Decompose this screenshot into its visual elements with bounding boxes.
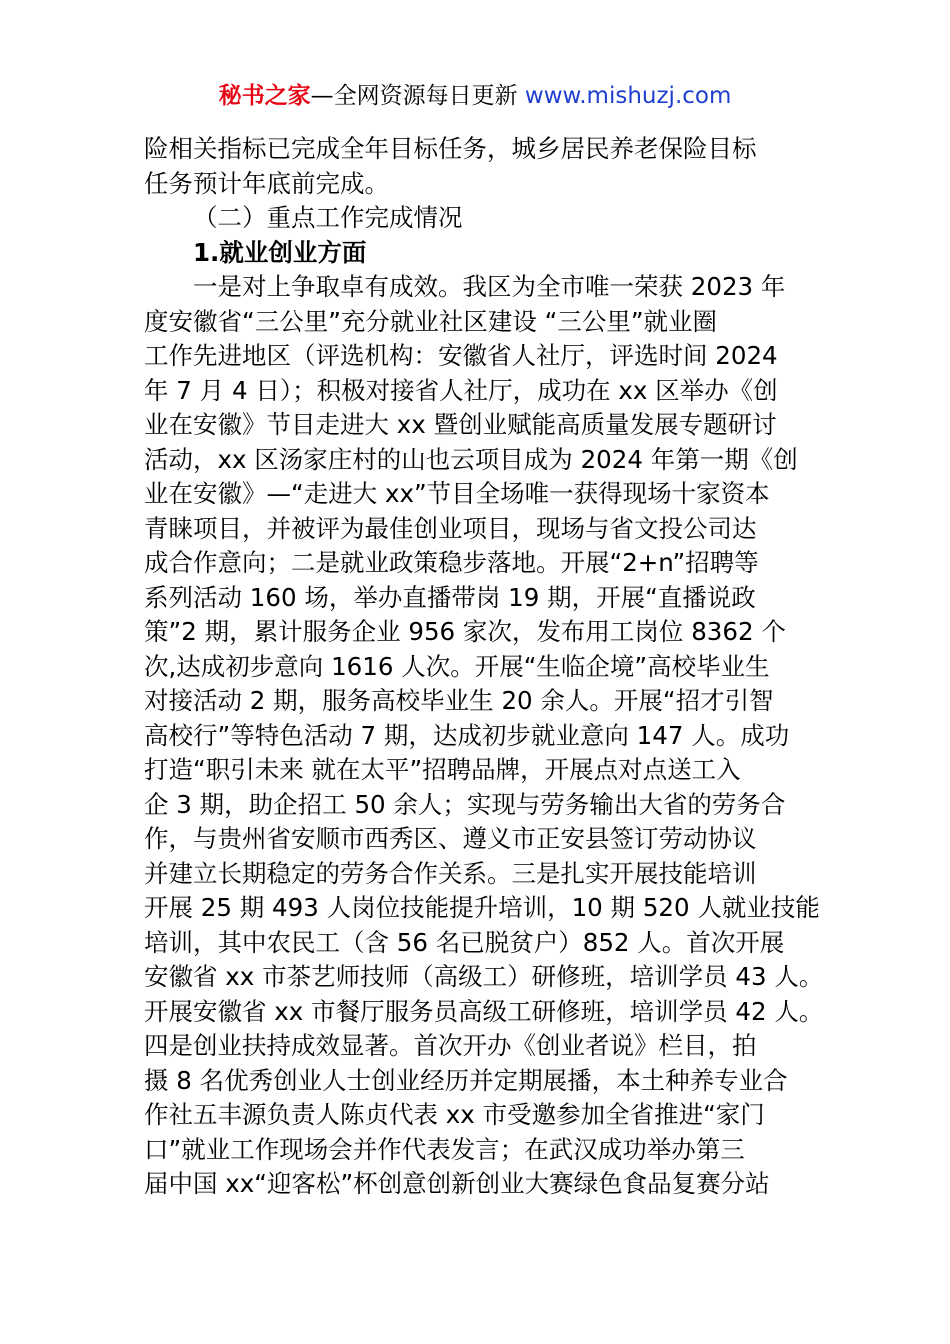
paragraph-line: （二）重点工作完成情况 [193,203,463,232]
paragraph-line: 活动，xx 区汤家庄村的山也云项目成为 2024 年第一期《创 [144,444,798,474]
paragraph-line: 一是对上争取卓有成效。我区为全市唯一荣获 2023 年 [193,272,786,301]
paragraph-line: 并建立长期稳定的劳务合作关系。三是扎实开展技能培训 [144,858,757,888]
paragraph-line: 培训，其中农民工（含 56 名已脱贫户）852 人。首次开展 [144,927,785,957]
paragraph-line: 度安徽省“三公里”充分就业社区建设 “三公里”就业圈 [144,306,718,336]
paragraph-line: 开展安徽省 xx 市餐厅服务员高级工研修班，培训学员 42 人。 [144,996,824,1026]
header-slogan: —全网资源每日更新 [310,83,525,109]
paragraph-line: 打造“职引未来 就在太平”招聘品牌，开展点对点送工入 [144,755,741,784]
paragraph-line: 开展 25 期 493 人岗位技能提升培训，10 期 520 人就业技能 [144,893,820,922]
document-body [144,132,824,1202]
paragraph-line: 四是创业扶持成效显著。首次开办《创业者说》栏目，拍 [144,1031,757,1060]
page-header [0,80,950,112]
paragraph-line: 作社五丰源负责人陈贞代表 xx 市受邀参加全省推进“家门 [144,1100,765,1129]
paragraph-line: 摄 8 名优秀创业人士创业经历并定期展播，本土种养专业合 [144,1065,788,1095]
paragraph-line: 作，与贵州省安顺市西秀区、遵义市正安县签订劳动协议 [144,824,757,853]
paragraph-line: 对接活动 2 期，服务高校毕业生 20 余人。开展“招才引智 [144,686,774,715]
paragraph-line: 任务预计年底前完成。 [144,168,389,198]
header-url-link[interactable]: www.mishuzj.com [524,83,732,109]
paragraph-line: 年 7 月 4 日）；积极对接省人社厅，成功在 xx 区举办《创 [144,375,778,405]
paragraph-line: 成合作意向；二是就业政策稳步落地。开展“2+n”招聘等 [144,548,759,577]
paragraph-line: 策”2 期，累计服务企业 956 家次，发布用工岗位 8362 个 [144,617,786,646]
paragraph-line: 业在安徽》节目走进大 xx 暨创业赋能高质量发展专题研讨 [144,410,777,439]
paragraph-line: 高校行”等特色活动 7 期，达成初步就业意向 147 人。成功 [144,720,790,750]
section-heading-line: 1.就业创业方面 [193,237,367,267]
paragraph-line: 系列活动 160 场，举办直播带岗 19 期，开展“直播说政 [144,582,756,612]
header-brand: 秘书之家 [218,83,311,109]
paragraph-line: 口”就业工作现场会并作代表发言；在武汉成功举办第三 [144,1134,745,1164]
paragraph-line: 次,达成初步意向 1616 人次。开展“生临企境”高校毕业生 [144,651,770,681]
paragraph-line: 险相关指标已完成全年目标任务，城乡居民养老保险目标 [144,134,757,163]
paragraph-line: 安徽省 xx 市茶艺师技师（高级工）研修班，培训学员 43 人。 [144,962,824,991]
paragraph-line: 业在安徽》—“走进大 xx”节目全场唯一获得现场十家资本 [144,479,770,508]
paragraph-line: 届中国 xx“迎客松”杯创意创新创业大赛绿色食品复赛分站 [144,1169,770,1198]
paragraph-line: 青睐项目，并被评为最佳创业项目，现场与省文投公司达 [144,513,757,543]
paragraph-line: 企 3 期，助企招工 50 余人；实现与劳务输出大省的劳务合 [144,789,786,819]
paragraph-line: 工作先进地区（评选机构：安徽省人社厅，评选时间 2024 [144,341,778,370]
